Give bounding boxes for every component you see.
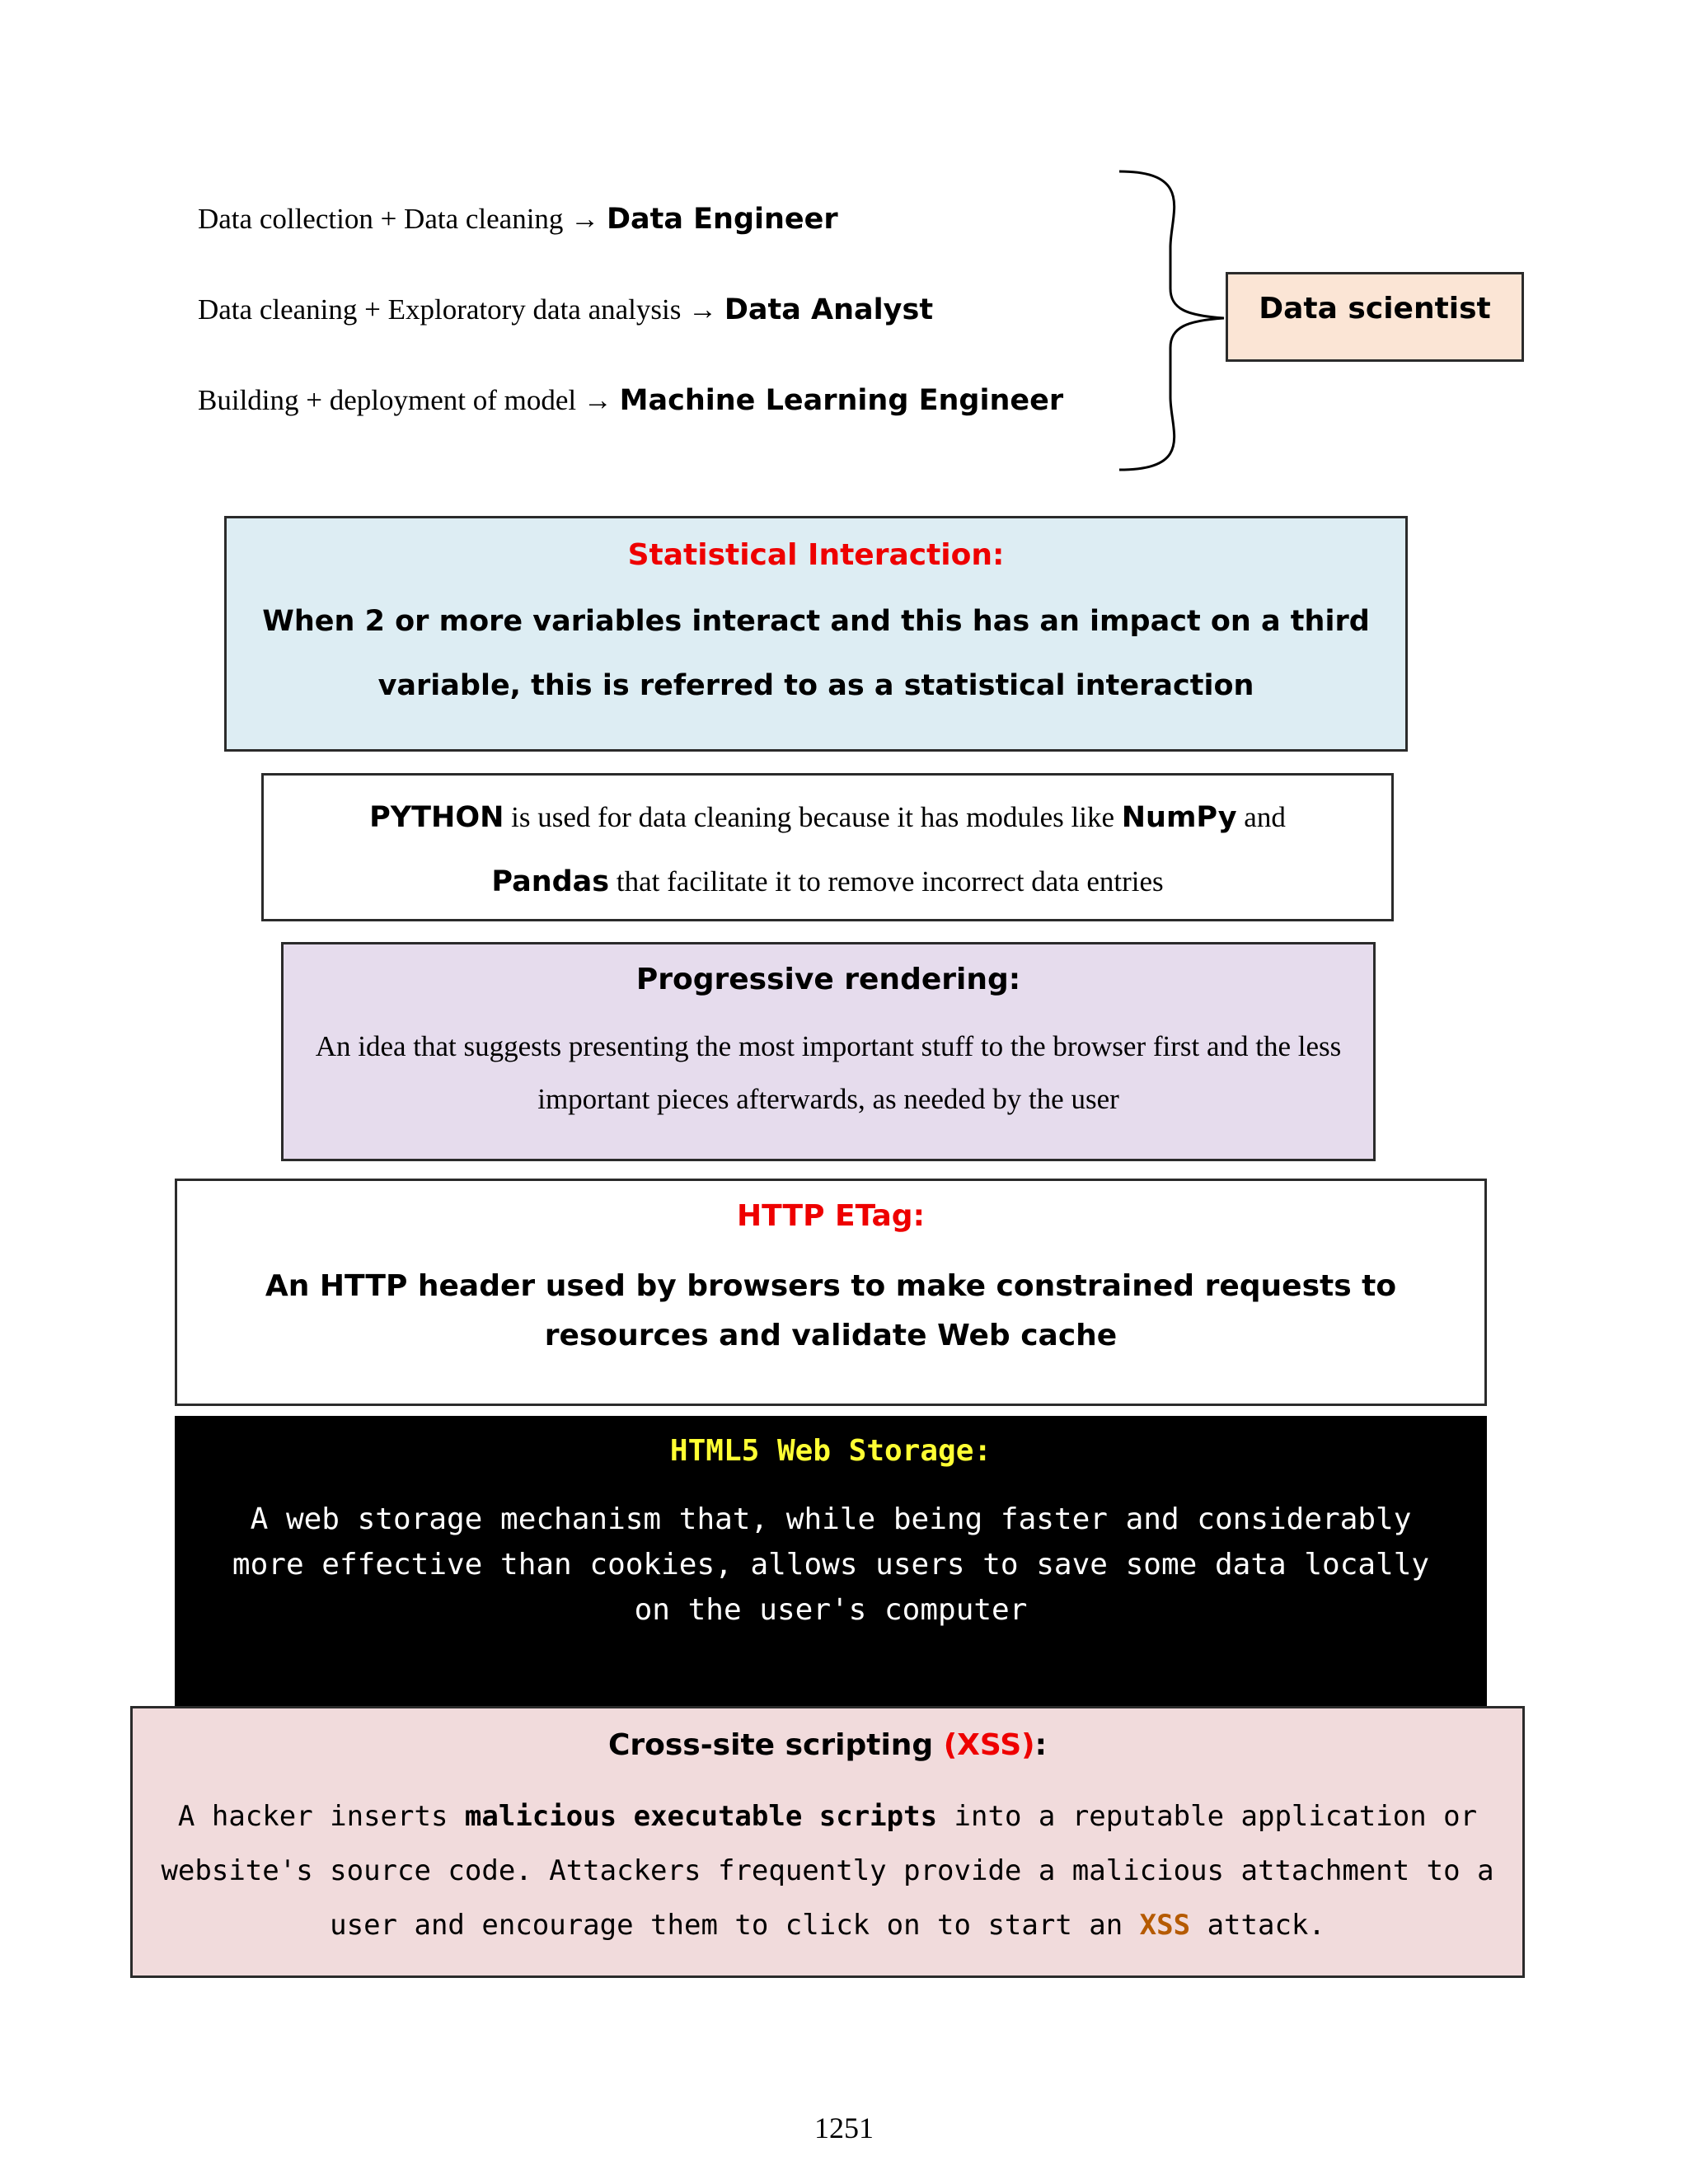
role-task: Building + deployment of model [198, 384, 577, 416]
role-line-data-engineer [198, 201, 838, 237]
arrow-icon: → [688, 293, 718, 326]
http-etag-box [175, 1179, 1487, 1406]
pandas-term: Pandas [491, 865, 610, 898]
html5-web-storage-box [175, 1416, 1487, 1713]
progressive-rendering-title: Progressive rendering: [635, 963, 1021, 996]
role-name: Data Analyst [724, 293, 934, 326]
progressive-rendering-body: An idea that suggests presenting the most important stuff to the browser first and the less important pieces afterwards, as needed by the user [315, 1030, 1342, 1115]
progressive-rendering-box [281, 942, 1376, 1161]
html5-web-storage-title: HTML5 Web Storage: [669, 1434, 992, 1468]
data-scientist-label: Data scientist [1259, 292, 1491, 326]
numpy-term: NumPy [1121, 801, 1237, 834]
python-text: that facilitate it to remove incorrect data entries [609, 865, 1164, 898]
http-etag-title: HTTP ETag: [737, 1199, 925, 1233]
xss-body [133, 1789, 1522, 1952]
xss-text: into a reputable application or website's source code. Attackers frequently provide a malicious attachment to a user and encourage them to click on to start an [161, 1800, 1494, 1942]
role-task: Data collection + Data cleaning [198, 203, 564, 235]
page-number: 1251 [814, 2111, 874, 2144]
xss-title-colon: : [1034, 1728, 1048, 1762]
data-scientist-box [1226, 272, 1524, 362]
xss-box [130, 1706, 1525, 1978]
python-box [261, 773, 1394, 921]
arrow-icon: → [570, 203, 600, 235]
http-etag-body: An HTTP header used by browsers to make constrained requests to resources and validate Web cache [265, 1269, 1397, 1352]
html5-web-storage-line: A web storage mechanism that, while being faster and considerably [250, 1502, 1412, 1536]
xss-title [133, 1725, 1522, 1766]
python-text: is used for data cleaning because it has modules like [504, 801, 1122, 833]
statistical-interaction-body: When 2 or more variables interact and this has an impact on a third variable, this is referred to as a statistical interaction [262, 605, 1370, 702]
html5-web-storage-line: more effective than cookies, allows users to save some data locally [232, 1548, 1430, 1582]
role-line-ml-engineer [198, 382, 1063, 419]
curly-brace-icon [1104, 165, 1236, 478]
html5-web-storage-body [175, 1497, 1487, 1633]
python-body [264, 785, 1391, 914]
role-line-data-analyst [198, 292, 933, 328]
xss-abbr: XSS [1139, 1909, 1191, 1942]
python-term: PYTHON [369, 801, 504, 834]
xss-text: attack. [1190, 1909, 1325, 1942]
python-text: and [1236, 801, 1286, 833]
statistical-interaction-box [224, 516, 1408, 752]
xss-title-abbr: (XSS) [943, 1728, 1035, 1762]
role-task: Data cleaning + Exploratory data analysis [198, 293, 682, 326]
statistical-interaction-title: Statistical Interaction: [627, 538, 1005, 572]
html5-web-storage-line: on the user's computer [634, 1593, 1028, 1627]
xss-bold-text: malicious executable scripts [464, 1800, 938, 1833]
role-name: Data Engineer [606, 203, 838, 236]
xss-title-main: Cross-site scripting [607, 1728, 944, 1762]
role-name: Machine Learning Engineer [619, 384, 1064, 417]
xss-text: A hacker inserts [177, 1800, 465, 1833]
arrow-icon: → [583, 384, 612, 416]
